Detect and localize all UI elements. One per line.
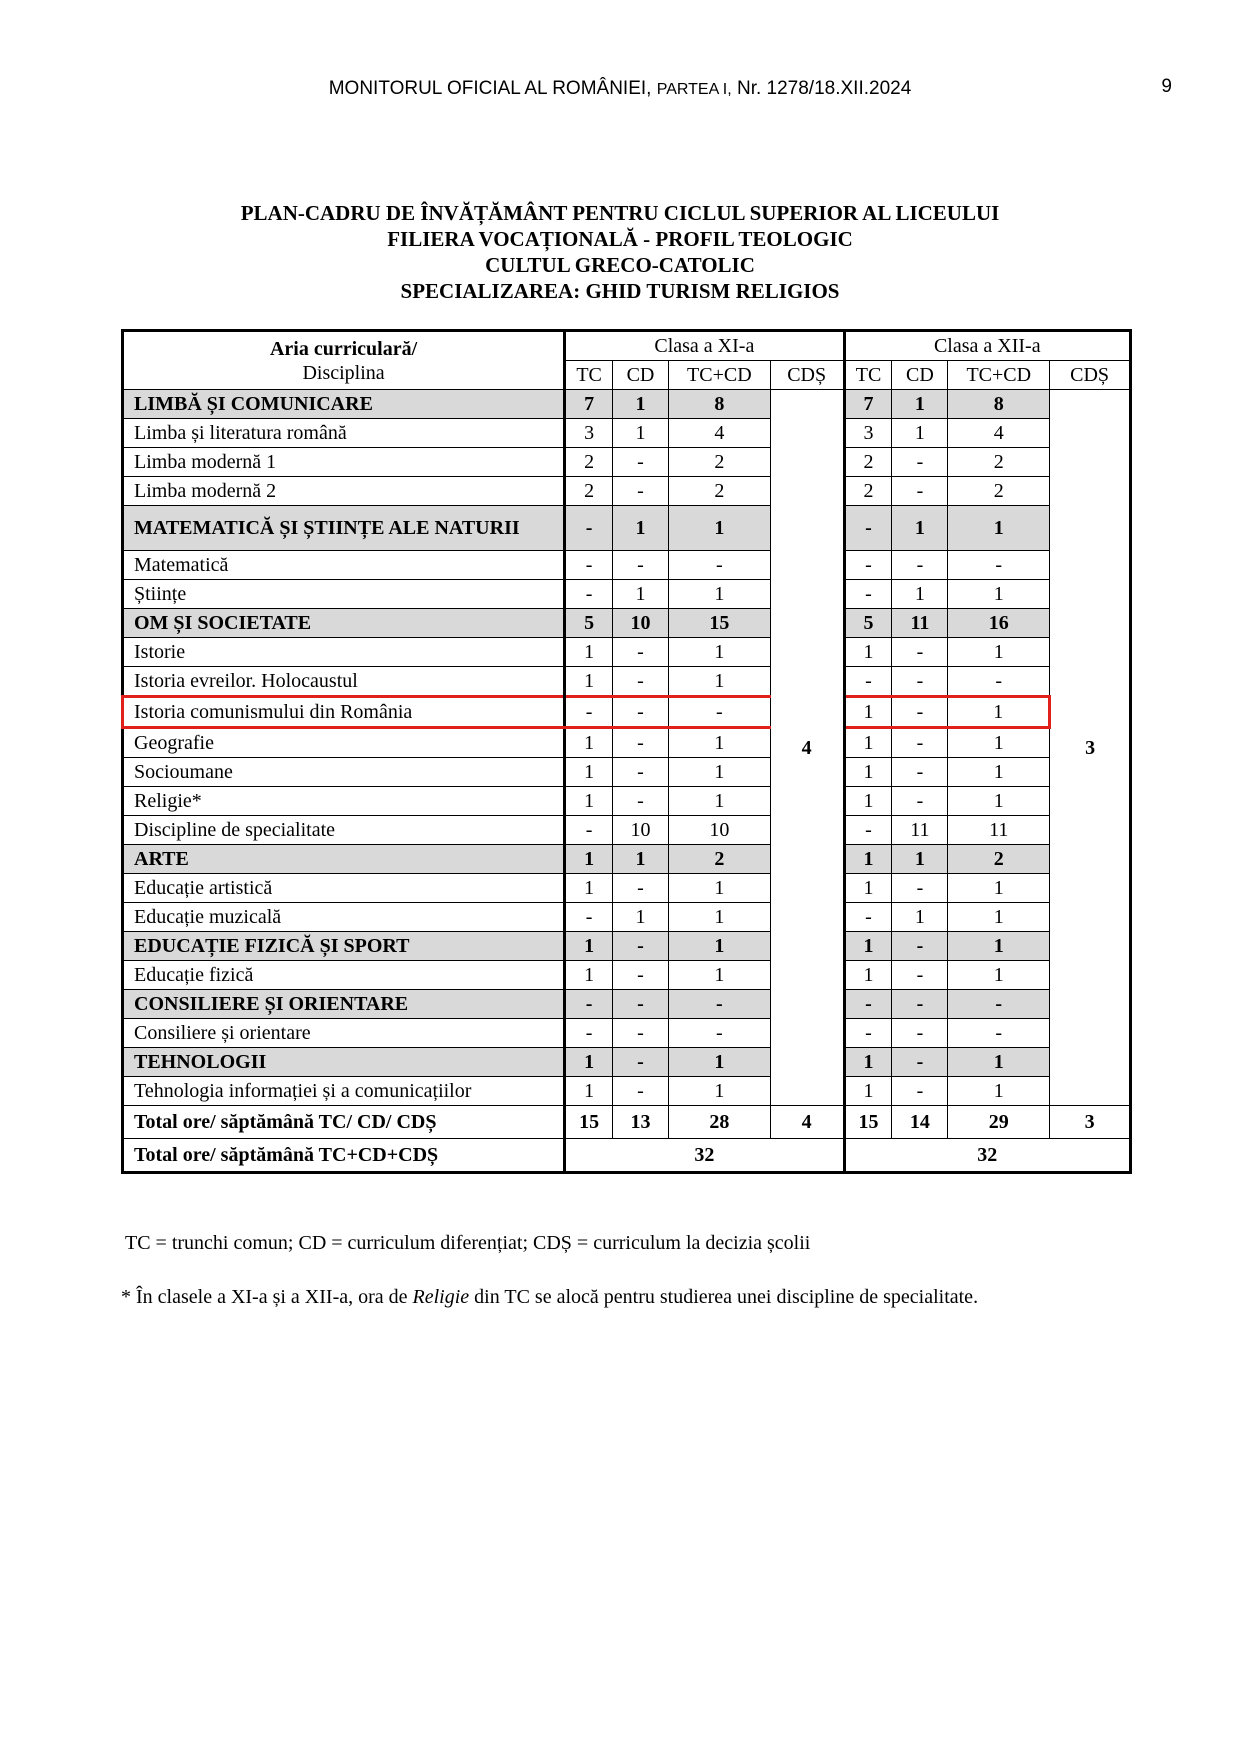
discipline-name: LIMBĂ ȘI COMUNICARE [123, 390, 565, 419]
discipline-name: Istorie [123, 638, 565, 667]
value-cell-xii: - [948, 990, 1050, 1019]
value-cell-xi: 1 [668, 638, 770, 667]
discipline-name: Tehnologia informației și a comunicațiilor [123, 1077, 565, 1106]
value-cell-xi: 1 [613, 390, 669, 419]
value-cell-xi: - [565, 506, 613, 551]
value-cell-xii: 11 [948, 816, 1050, 845]
discipline-name: Discipline de specialitate [123, 816, 565, 845]
value-cell-xi: 1 [565, 1048, 613, 1077]
value-cell-xii: - [844, 1019, 892, 1048]
discipline-name: ARTE [123, 845, 565, 874]
discipline-name: TEHNOLOGII [123, 1048, 565, 1077]
value-cell-xi: 1 [565, 638, 613, 667]
footnote: * În clasele a XI-a și a XII-a, ora de Religie din TC se alocă pentru studierea unei discipline de specialitate. [121, 1286, 979, 1308]
value-cell-xii: - [844, 990, 892, 1019]
value-cell-xi: 1 [613, 903, 669, 932]
value-cell-xii: 4 [948, 419, 1050, 448]
value-cell-xi: 10 [668, 816, 770, 845]
discipline-row [123, 787, 1131, 816]
total-cell: 3 [1050, 1106, 1131, 1139]
total-cell: 29 [948, 1106, 1050, 1139]
value-cell-xi: - [613, 961, 669, 990]
value-cell-xi: 1 [613, 580, 669, 609]
value-cell-xi: - [613, 787, 669, 816]
value-cell-xi: 1 [668, 961, 770, 990]
value-cell-xi: 1 [668, 1048, 770, 1077]
value-cell-xii: 1 [948, 697, 1050, 728]
area-row [123, 990, 1131, 1019]
discipline-name: Socioumane [123, 758, 565, 787]
discipline-row [123, 1077, 1131, 1106]
discipline-row [123, 638, 1131, 667]
title-line-2: FILIERA VOCAȚIONALĂ - PROFIL TEOLOGIC [387, 227, 853, 251]
value-cell-xi: 1 [565, 667, 613, 697]
value-cell-xii: 1 [948, 903, 1050, 932]
value-cell-xi: - [613, 874, 669, 903]
value-cell-xi: - [613, 990, 669, 1019]
value-cell-xii: 8 [948, 390, 1050, 419]
value-cell-xii: - [844, 816, 892, 845]
value-cell-xi: - [613, 551, 669, 580]
value-cell-xii: - [892, 477, 948, 506]
value-cell-xi: - [565, 697, 613, 728]
header-class-xii: Clasa a XII-a [844, 331, 1130, 361]
value-cell-xii: - [892, 448, 948, 477]
discipline-row [123, 667, 1131, 697]
value-cell-xii: - [892, 787, 948, 816]
value-cell-xii: 1 [844, 845, 892, 874]
discipline-row [123, 1019, 1131, 1048]
value-cell-xii: 1 [948, 932, 1050, 961]
discipline-row [123, 816, 1131, 845]
value-cell-xi: 2 [668, 448, 770, 477]
discipline-row [123, 728, 1131, 758]
value-cell-xi: 8 [668, 390, 770, 419]
value-cell-xii: - [892, 1077, 948, 1106]
legend: TC = trunchi comun; CD = curriculum diferențiat; CDȘ = curriculum la decizia școlii [125, 1232, 811, 1254]
value-cell-xi: 2 [565, 448, 613, 477]
value-cell-xi: - [565, 580, 613, 609]
value-cell-xi: 10 [613, 816, 669, 845]
sub-cds-xi: CDȘ [770, 361, 844, 390]
monitor-partea: PARTEA I, [656, 81, 732, 98]
value-cell-xi: 1 [668, 874, 770, 903]
monitor-number: Nr. 1278/18.XII.2024 [736, 78, 912, 99]
sub-cd-xi: CD [613, 361, 669, 390]
value-cell-xii: - [892, 932, 948, 961]
discipline-name: CONSILIERE ȘI ORIENTARE [123, 990, 565, 1019]
value-cell-xii: - [948, 667, 1050, 697]
total-cell: 13 [613, 1106, 669, 1139]
value-cell-xi: - [613, 667, 669, 697]
value-cell-xi: 1 [668, 506, 770, 551]
value-cell-xii: - [892, 728, 948, 758]
value-cell-xi: - [613, 638, 669, 667]
value-cell-xi: - [565, 1019, 613, 1048]
value-cell-xii: - [948, 1019, 1050, 1048]
value-cell-xi: - [613, 448, 669, 477]
value-cell-xi: - [565, 903, 613, 932]
value-cell-xi: 1 [668, 580, 770, 609]
value-cell-xii: - [892, 961, 948, 990]
value-cell-xii: 11 [892, 609, 948, 638]
value-cell-xii: - [892, 1048, 948, 1077]
value-cell-xi: 1 [668, 728, 770, 758]
sub-tccd-xii: TC+CD [948, 361, 1050, 390]
value-cell-xi: - [668, 990, 770, 1019]
value-cell-xii: 2 [844, 448, 892, 477]
value-cell-xi: 10 [613, 609, 669, 638]
value-cell-xii: 1 [844, 638, 892, 667]
value-cell-xi: - [565, 551, 613, 580]
value-cell-xi: - [565, 816, 613, 845]
value-cell-xii: 1 [892, 506, 948, 551]
value-cell-xi: 2 [668, 477, 770, 506]
value-cell-xi: - [613, 697, 669, 728]
value-cell-xii: 2 [844, 477, 892, 506]
area-row [123, 506, 1131, 551]
discipline-row [123, 419, 1131, 448]
value-cell-xii: 1 [844, 932, 892, 961]
value-cell-xii: 1 [948, 874, 1050, 903]
title-line-1: PLAN-CADRU DE ÎNVĂȚĂMÂNT PENTRU CICLUL SUPERIOR AL LICEULUI [240, 201, 1000, 225]
discipline-name: Limba modernă 1 [123, 448, 565, 477]
area-row [123, 845, 1131, 874]
value-cell-xi: 2 [565, 477, 613, 506]
value-cell-xii: 1 [844, 1048, 892, 1077]
page-title [0, 200, 1240, 304]
value-cell-xii: 1 [844, 787, 892, 816]
sub-cd-xii: CD [892, 361, 948, 390]
discipline-row [123, 758, 1131, 787]
value-cell-xii: - [892, 990, 948, 1019]
value-cell-xii: 1 [892, 390, 948, 419]
value-cell-xi: 1 [668, 758, 770, 787]
value-cell-xii: - [844, 506, 892, 551]
value-cell-xii: - [892, 551, 948, 580]
discipline-name: Limba și literatura română [123, 419, 565, 448]
discipline-name: Religie* [123, 787, 565, 816]
value-cell-xii: - [892, 667, 948, 697]
value-cell-xii: 2 [948, 845, 1050, 874]
title-line-4: SPECIALIZAREA: GHID TURISM RELIGIOS [400, 279, 840, 303]
curriculum-table [121, 329, 1132, 1174]
value-cell-xi: 2 [668, 845, 770, 874]
value-cell-xii: - [844, 667, 892, 697]
discipline-row [123, 448, 1131, 477]
value-cell-xii: 1 [892, 903, 948, 932]
sub-cds-xii: CDȘ [1050, 361, 1131, 390]
value-cell-xi: - [613, 758, 669, 787]
value-cell-xii: 1 [948, 728, 1050, 758]
value-cell-xii: 1 [948, 580, 1050, 609]
value-cell-xi: 1 [565, 874, 613, 903]
discipline-row [123, 477, 1131, 506]
value-cell-xii: 1 [844, 697, 892, 728]
value-cell-xii: - [892, 697, 948, 728]
area-row [123, 1048, 1131, 1077]
discipline-name: Geografie [123, 728, 565, 758]
value-cell-xii: 1 [844, 874, 892, 903]
value-cell-xii: 16 [948, 609, 1050, 638]
value-cell-xii: 1 [948, 1077, 1050, 1106]
value-cell-xii: 1 [948, 638, 1050, 667]
value-cell-xii: - [844, 580, 892, 609]
discipline-name: Educație artistică [123, 874, 565, 903]
value-cell-xi: - [613, 477, 669, 506]
value-cell-xi: 1 [565, 961, 613, 990]
discipline-name: Educație fizică [123, 961, 565, 990]
grand-total-name: Total ore/ săptămână TC+CD+CDȘ [123, 1139, 565, 1173]
value-cell-xii: 1 [948, 758, 1050, 787]
discipline-name: Limba modernă 2 [123, 477, 565, 506]
value-cell-xii: 1 [948, 1048, 1050, 1077]
discipline-name: Consiliere și orientare [123, 1019, 565, 1048]
cds-xii-cell: 3 [1050, 390, 1131, 1106]
value-cell-xi: 1 [613, 845, 669, 874]
value-cell-xii: 1 [948, 787, 1050, 816]
discipline-name: OM ȘI SOCIETATE [123, 609, 565, 638]
page-header [0, 78, 1240, 100]
header-class-xi: Clasa a XI-a [565, 331, 844, 361]
area-row [123, 609, 1131, 638]
value-cell-xi: 7 [565, 390, 613, 419]
header-aria: Aria curriculară/ Disciplina [123, 331, 565, 390]
value-cell-xi: - [613, 1048, 669, 1077]
value-cell-xi: - [613, 1077, 669, 1106]
value-cell-xi: 15 [668, 609, 770, 638]
total-cell: 14 [892, 1106, 948, 1139]
value-cell-xi: - [668, 551, 770, 580]
value-cell-xii: - [948, 551, 1050, 580]
value-cell-xii: 1 [844, 961, 892, 990]
value-cell-xi: 1 [565, 845, 613, 874]
discipline-name: Educație muzicală [123, 903, 565, 932]
value-cell-xi: - [565, 990, 613, 1019]
value-cell-xii: 5 [844, 609, 892, 638]
value-cell-xii: 1 [892, 419, 948, 448]
value-cell-xii: 1 [892, 845, 948, 874]
value-cell-xii: 1 [948, 506, 1050, 551]
value-cell-xii: - [892, 638, 948, 667]
value-cell-xii: 7 [844, 390, 892, 419]
value-cell-xi: 1 [613, 419, 669, 448]
discipline-name: Istoria evreilor. Holocaustul [123, 667, 565, 697]
cds-xi-cell: 4 [770, 390, 844, 1106]
value-cell-xi: - [668, 697, 770, 728]
discipline-name: Istoria comunismului din România [123, 697, 565, 728]
total-cell: 4 [770, 1106, 844, 1139]
sub-tccd-xi: TC+CD [668, 361, 770, 390]
value-cell-xi: 1 [565, 787, 613, 816]
discipline-row [123, 874, 1131, 903]
value-cell-xi: 1 [668, 1077, 770, 1106]
value-cell-xi: 1 [613, 506, 669, 551]
total-cell: 15 [565, 1106, 613, 1139]
value-cell-xii: - [892, 1019, 948, 1048]
value-cell-xi: 3 [565, 419, 613, 448]
value-cell-xii: - [892, 758, 948, 787]
discipline-row [123, 580, 1131, 609]
grand-total-xii: 32 [844, 1139, 1130, 1173]
grand-total-xi: 32 [565, 1139, 844, 1173]
value-cell-xii: 2 [948, 477, 1050, 506]
total-row-name: Total ore/ săptămână TC/ CD/ CDȘ [123, 1106, 565, 1139]
value-cell-xi: - [613, 1019, 669, 1048]
area-row [123, 390, 1131, 419]
value-cell-xii: - [844, 551, 892, 580]
value-cell-xi: 1 [565, 728, 613, 758]
value-cell-xi: 1 [565, 932, 613, 961]
monitor-title: MONITORUL OFICIAL AL ROMÂNIEI, [328, 78, 652, 99]
value-cell-xii: 3 [844, 419, 892, 448]
value-cell-xi: 1 [668, 932, 770, 961]
page-number: 9 [1161, 76, 1172, 97]
area-row [123, 932, 1131, 961]
value-cell-xi: - [613, 728, 669, 758]
value-cell-xi: - [668, 1019, 770, 1048]
value-cell-xii: - [892, 874, 948, 903]
value-cell-xi: 1 [565, 758, 613, 787]
sub-tc-xii: TC [844, 361, 892, 390]
discipline-name: EDUCAȚIE FIZICĂ ȘI SPORT [123, 932, 565, 961]
title-line-3: CULTUL GRECO-CATOLIC [485, 253, 755, 277]
value-cell-xi: 1 [668, 903, 770, 932]
value-cell-xii: - [844, 903, 892, 932]
value-cell-xi: 4 [668, 419, 770, 448]
discipline-name: Matematică [123, 551, 565, 580]
value-cell-xi: 1 [565, 1077, 613, 1106]
discipline-row [123, 903, 1131, 932]
value-cell-xii: 1 [844, 758, 892, 787]
discipline-name: Științe [123, 580, 565, 609]
sub-tc-xi: TC [565, 361, 613, 390]
value-cell-xii: 1 [844, 728, 892, 758]
value-cell-xii: 1 [844, 1077, 892, 1106]
value-cell-xi: 1 [668, 787, 770, 816]
discipline-name: MATEMATICĂ ȘI ȘTIINȚE ALE NATURII [123, 506, 565, 551]
discipline-row [123, 697, 1131, 728]
value-cell-xii: 1 [948, 961, 1050, 990]
value-cell-xii: 1 [892, 580, 948, 609]
discipline-row [123, 551, 1131, 580]
discipline-row [123, 961, 1131, 990]
value-cell-xii: 2 [948, 448, 1050, 477]
value-cell-xi: 1 [668, 667, 770, 697]
value-cell-xi: - [613, 932, 669, 961]
total-cell: 15 [844, 1106, 892, 1139]
total-cell: 28 [668, 1106, 770, 1139]
value-cell-xi: 5 [565, 609, 613, 638]
value-cell-xii: 11 [892, 816, 948, 845]
